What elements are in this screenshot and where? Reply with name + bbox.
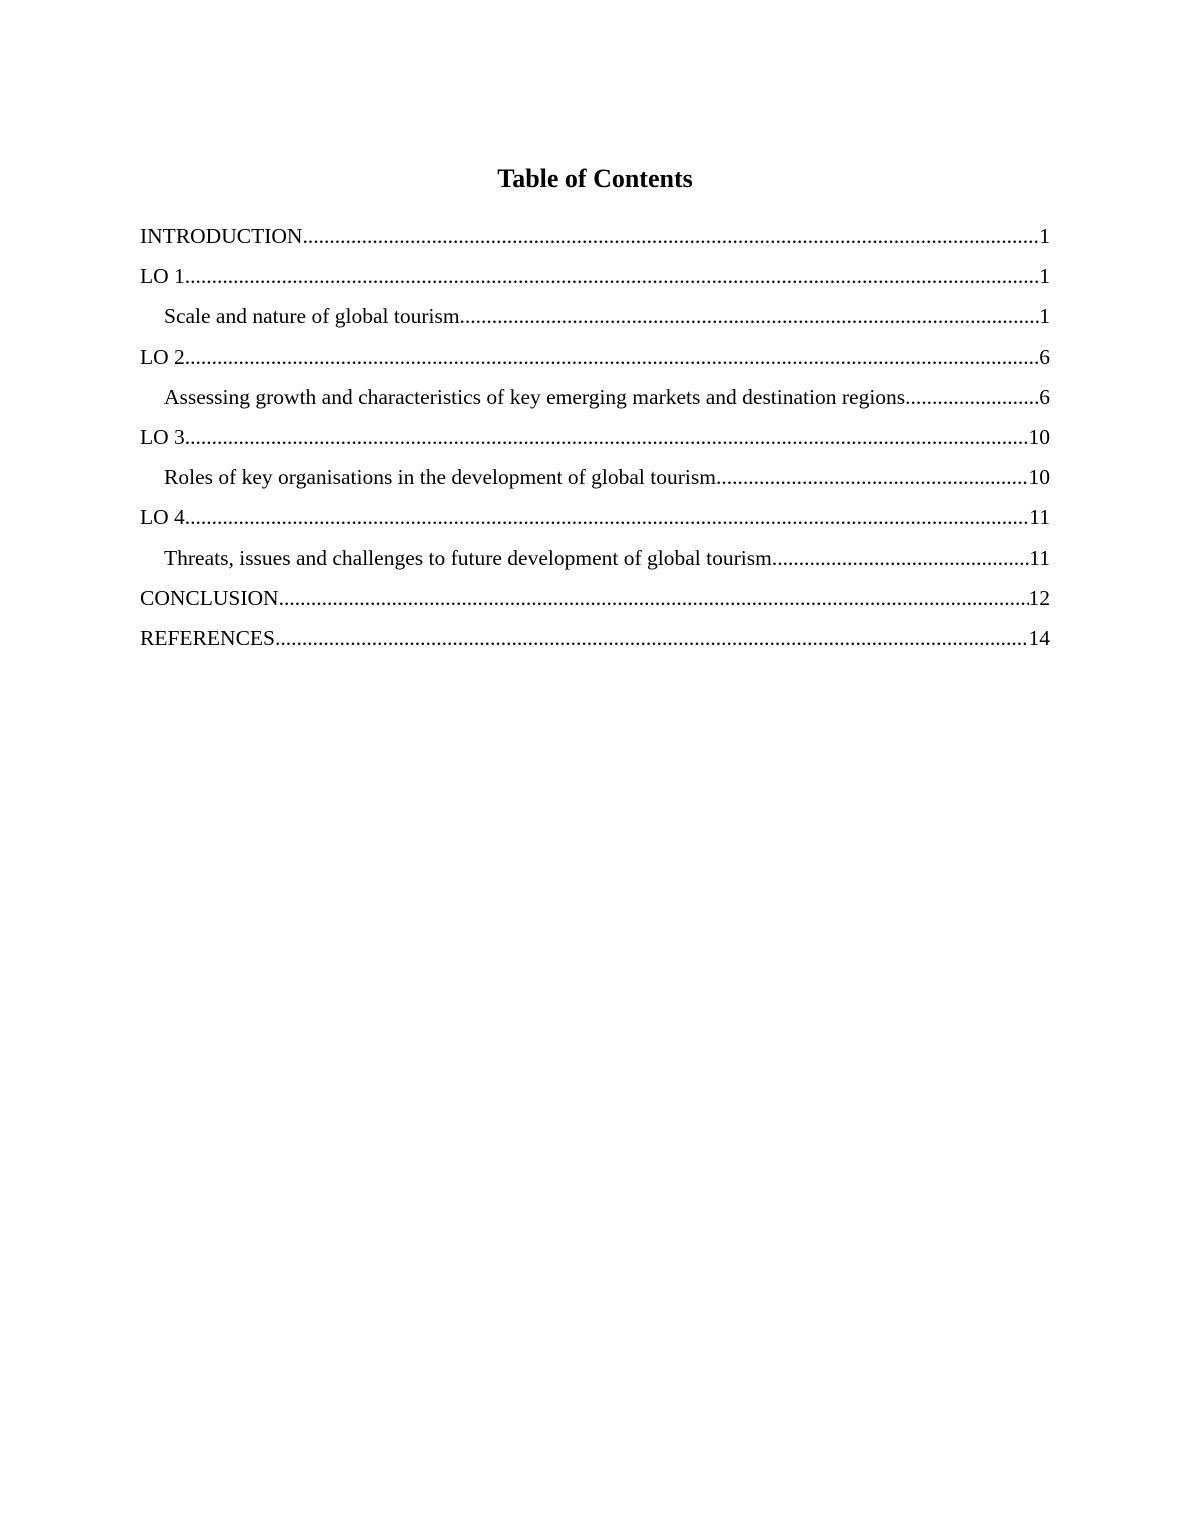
- toc-entry-label: LO 2: [140, 344, 185, 369]
- toc-entry-lo4[interactable]: [140, 499, 1050, 539]
- toc-dot-leader: [279, 580, 1029, 616]
- toc-dot-leader: [772, 540, 1029, 576]
- toc-dot-leader: [905, 379, 1039, 415]
- toc-entry-label: Assessing growth and characteristics of key emerging markets and destination regions: [164, 384, 906, 409]
- toc-entry-introduction[interactable]: [140, 218, 1050, 258]
- toc-entry-label: LO 4: [140, 505, 185, 530]
- toc-dot-leader: [185, 419, 1029, 455]
- toc-entry-label: CONCLUSION: [140, 585, 279, 610]
- toc-entry-label: Scale and nature of global tourism: [164, 304, 460, 329]
- toc-page-number: 14: [1028, 625, 1050, 650]
- toc-entry-label: LO 3: [140, 424, 185, 449]
- toc-entry-label: REFERENCES: [140, 625, 275, 650]
- toc-entry-lo1[interactable]: [140, 258, 1050, 298]
- toc-entry-emerging-markets[interactable]: [140, 379, 1050, 419]
- toc-page-number: 1: [1039, 304, 1050, 329]
- toc-page-number: 1: [1039, 224, 1050, 248]
- toc-entry-conclusion[interactable]: [140, 580, 1050, 620]
- toc-entry-label: Threats, issues and challenges to future development of global tourism: [164, 545, 772, 570]
- toc-page-number: 10: [1028, 465, 1050, 490]
- toc-list: [140, 218, 1050, 660]
- toc-page-number: 11: [1029, 545, 1050, 570]
- toc-title: Table of Contents: [497, 164, 693, 193]
- toc-entry-key-organisations[interactable]: [140, 459, 1050, 499]
- toc-entry-label: LO 1: [140, 264, 185, 289]
- toc-entry-label: INTRODUCTION: [140, 224, 303, 248]
- toc-dot-leader: [716, 459, 1029, 495]
- toc-dot-leader: [185, 499, 1030, 535]
- toc-entry-references[interactable]: [140, 620, 1050, 660]
- toc-entry-lo3[interactable]: [140, 419, 1050, 459]
- toc-page-number: 11: [1029, 505, 1050, 530]
- toc-entry-label: Roles of key organisations in the development of global tourism: [164, 465, 716, 490]
- toc-page-number: 6: [1039, 344, 1050, 369]
- toc-entry-lo2[interactable]: [140, 339, 1050, 379]
- toc-page-number: 1: [1039, 264, 1050, 289]
- toc-dot-leader: [275, 620, 1029, 656]
- toc-entry-scale-and-nature[interactable]: [140, 298, 1050, 338]
- toc-dot-leader: [302, 218, 1039, 254]
- toc-page-number: 6: [1039, 384, 1050, 409]
- toc-dot-leader: [185, 258, 1039, 294]
- toc-page-number: 10: [1028, 424, 1050, 449]
- toc-dot-leader: [185, 339, 1039, 375]
- toc-entry-threats-issues[interactable]: [140, 540, 1050, 580]
- toc-page-number: 12: [1028, 585, 1050, 610]
- toc-dot-leader: [460, 298, 1040, 334]
